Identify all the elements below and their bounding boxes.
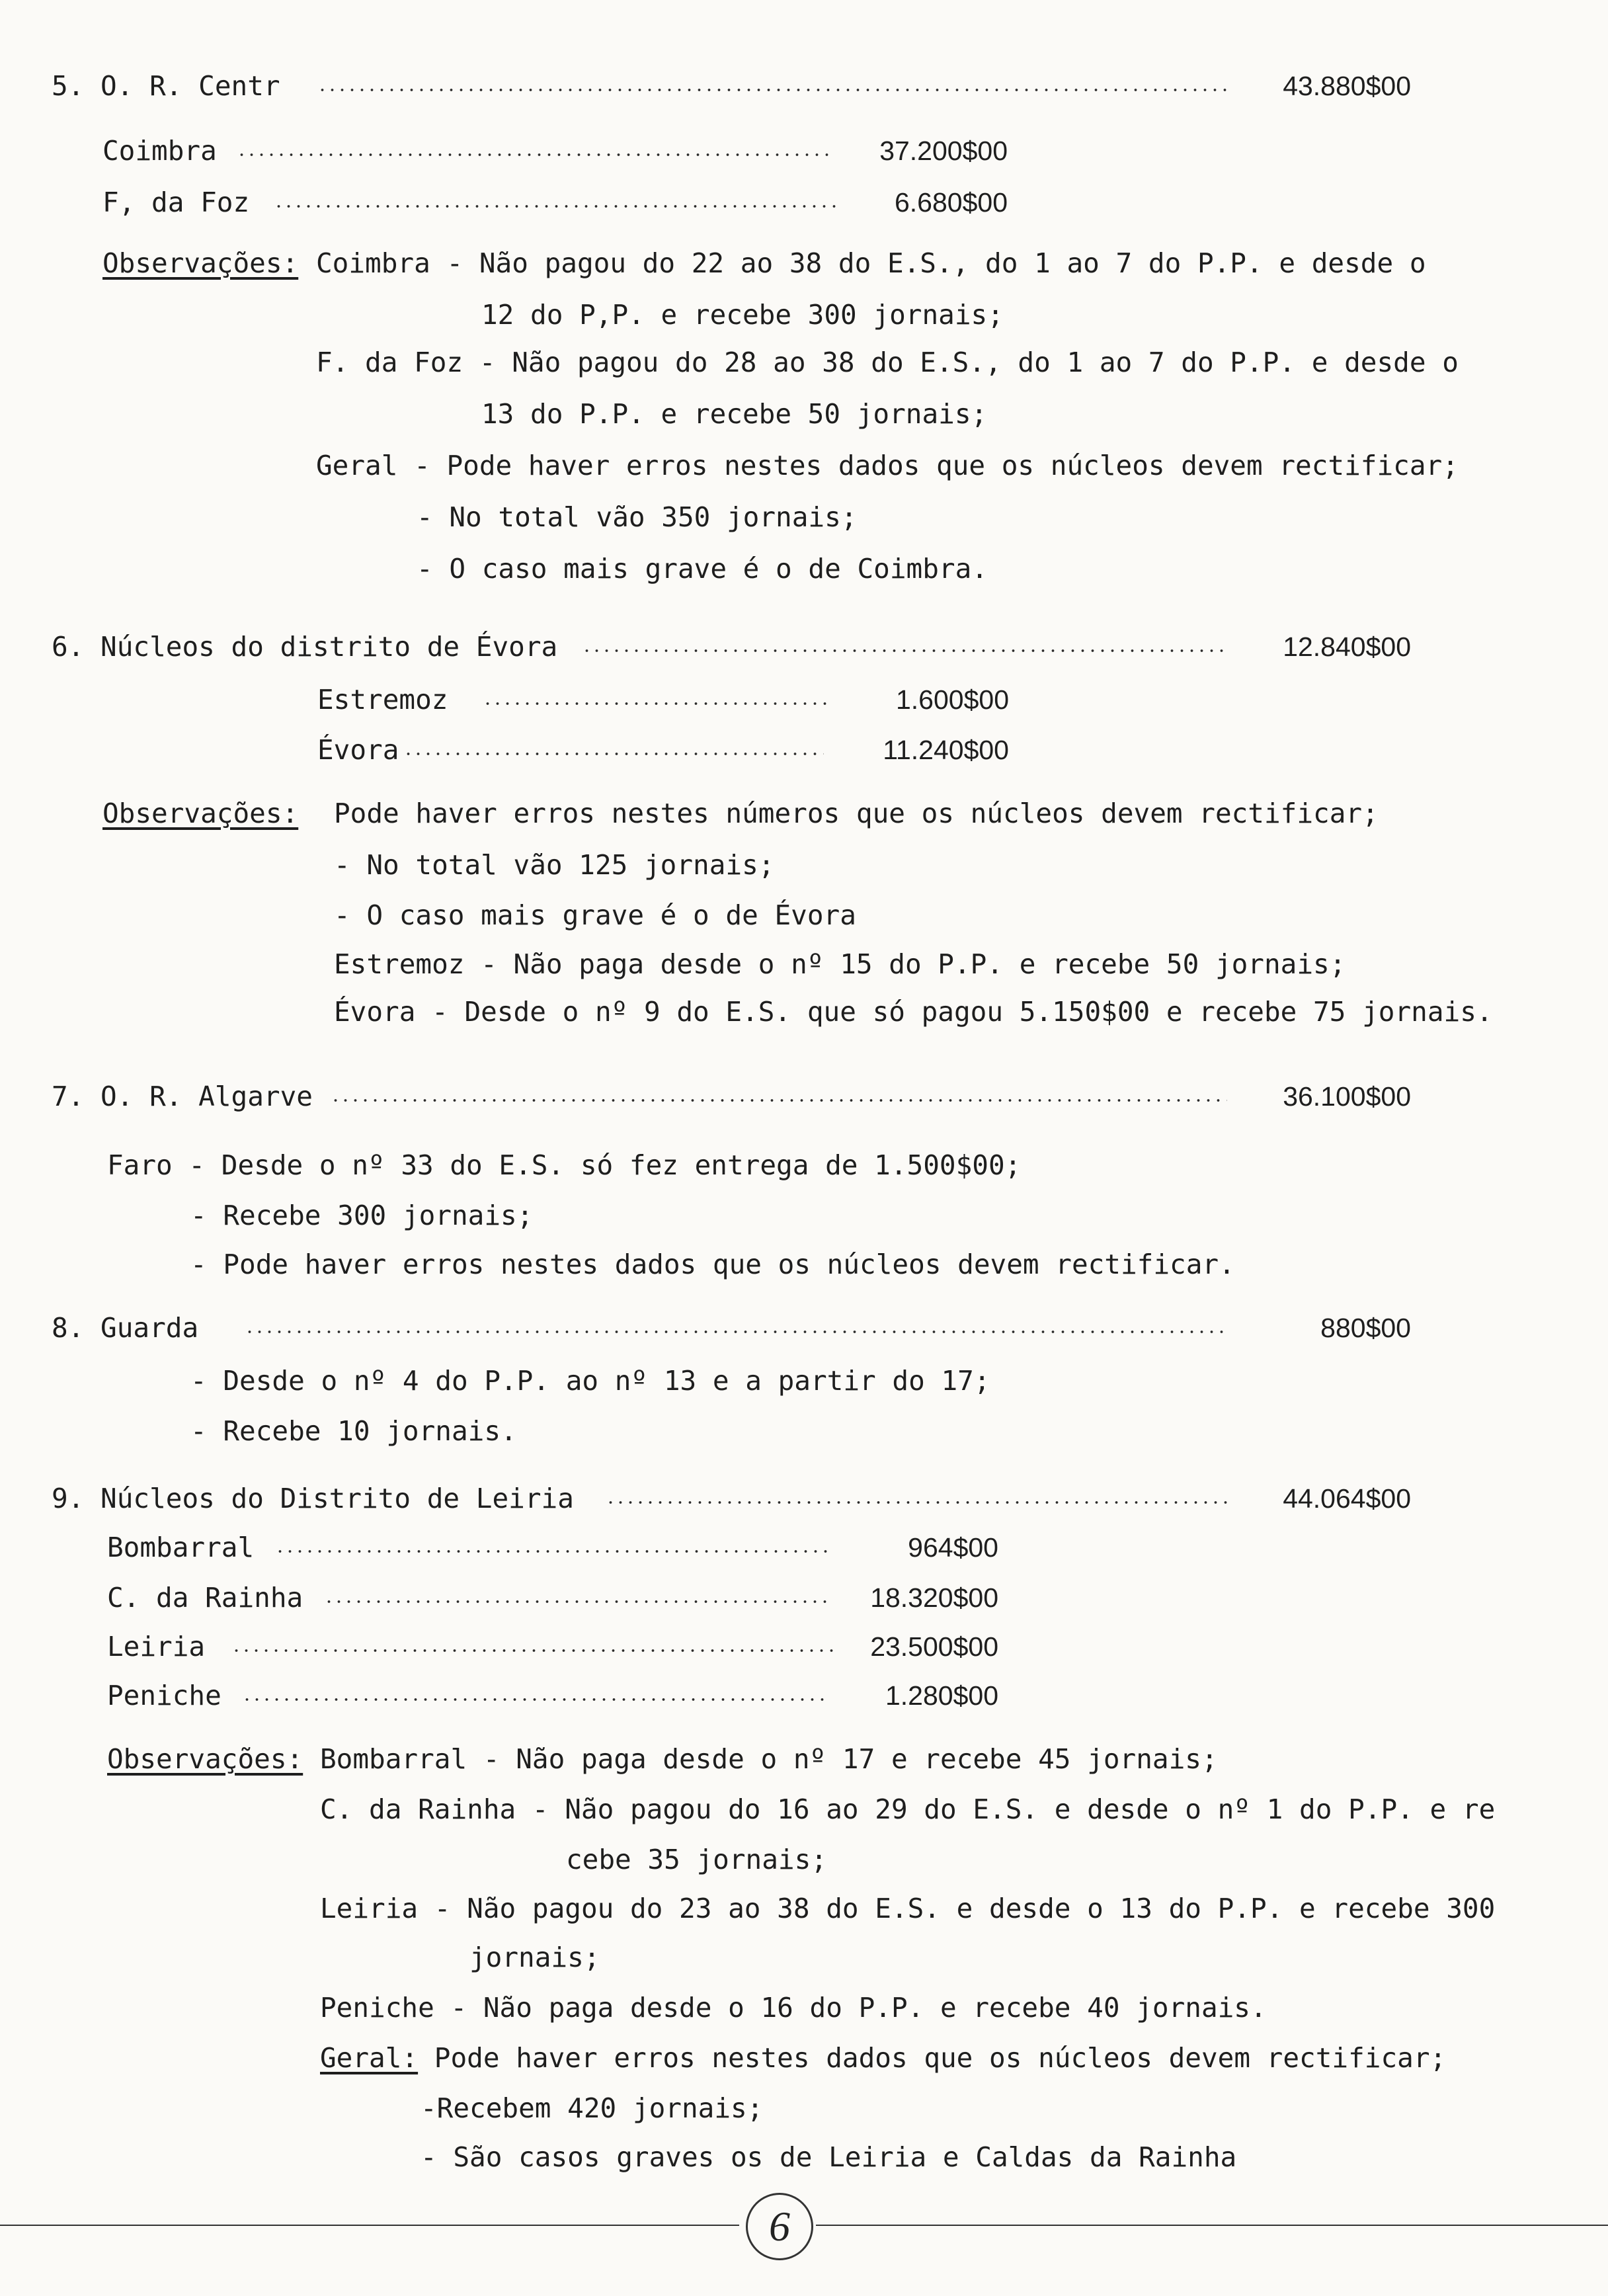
- s9-rainha-leader: [324, 1600, 833, 1603]
- s6-obs-5: Évora - Desde o nº 9 do E.S. que só pagou 5.150$00 e recebe 75 jornais.: [334, 996, 1493, 1028]
- s5-obs-grave: - O caso mais grave é o de Coimbra.: [417, 553, 988, 585]
- s9-obs-leiria: Leiria - Não pagou do 23 ao 38 do E.S. e desde o 13 do P.P. e recebe 300: [320, 1893, 1496, 1924]
- s5-obs-total: - No total vão 350 jornais;: [417, 501, 858, 533]
- s9-observacoes-label: Observações:: [107, 1743, 303, 1775]
- s5-foz-leader: [274, 205, 836, 208]
- s9-leader: [606, 1501, 1227, 1504]
- s5-obs-coimbra: Coimbra - Não pagou do 22 ao 38 do E.S., do 1 ao 7 do P.P. e desde o: [316, 247, 1426, 279]
- s6-estremoz-amount: 1.600$00: [895, 684, 1009, 715]
- s6-obs-4: Estremoz - Não paga desde o nº 15 do P.P. e recebe 50 jornais;: [334, 948, 1346, 980]
- s9-obs-rainha: C. da Rainha - Não pagou do 16 ao 29 do E.S. e desde o nº 1 do P.P. e re: [320, 1793, 1496, 1825]
- s7-line-3: - Pode haver erros nestes dados que os núcleos devem rectificar.: [190, 1249, 1235, 1280]
- s6-leader: [582, 649, 1227, 652]
- s9-obs-leiria-cont: jornais;: [469, 1942, 600, 1973]
- s7-title: 7. O. R. Algarve: [52, 1081, 313, 1112]
- s8-line-2: - Recebe 10 jornais.: [190, 1415, 517, 1447]
- s9-geral-text: Pode haver erros nestes dados que os núcleos devem rectificar;: [418, 2042, 1447, 2074]
- s9-obs-bombarral: Bombarral - Não paga desde o nº 17 e recebe 45 jornais;: [320, 1743, 1218, 1775]
- s7-line-1: Faro - Desde o nº 33 do E.S. só fez entrega de 1.500$00;: [107, 1149, 1022, 1181]
- s9-peniche-amount: 1.280$00: [885, 1680, 998, 1711]
- s9-leiria-amount: 23.500$00: [870, 1631, 998, 1662]
- s9-bombarral-amount: 964$00: [908, 1532, 998, 1563]
- s9-bombarral-label: Bombarral: [107, 1532, 255, 1563]
- s6-title: 6. Núcleos do distrito de Évora: [52, 631, 558, 663]
- s6-obs-3: - O caso mais grave é o de Évora: [334, 899, 856, 931]
- s5-coimbra-amount: 37.200$00: [879, 136, 1008, 166]
- s5-leader: [317, 89, 1227, 91]
- s8-line-1: - Desde o nº 4 do P.P. ao nº 13 e a partir do 17;: [190, 1365, 990, 1397]
- s8-total: 880$00: [1320, 1313, 1411, 1343]
- s9-geral-graves: - São casos graves os de Leiria e Caldas da Rainha: [421, 2141, 1237, 2173]
- s7-leader: [331, 1099, 1227, 1102]
- s9-peniche-label: Peniche: [107, 1680, 221, 1711]
- s9-bombarral-leader: [275, 1550, 830, 1553]
- s5-obs-foz-cont: 13 do P.P. e recebe 50 jornais;: [481, 398, 988, 430]
- s9-total: 44.064$00: [1283, 1483, 1411, 1514]
- s9-leiria-label: Leiria: [107, 1631, 206, 1662]
- s6-evora-leader: [403, 753, 824, 755]
- s9-obs-rainha-cont: cebe 35 jornais;: [566, 1844, 827, 1875]
- s9-peniche-leader: [242, 1698, 826, 1701]
- s9-geral-recebem: -Recebem 420 jornais;: [421, 2092, 764, 2124]
- s6-evora-amount: 11.240$00: [883, 735, 1009, 765]
- s5-obs-geral: Geral - Pode haver erros nestes dados que os núcleos devem rectificar;: [316, 450, 1459, 481]
- s6-observacoes-label: Observações:: [102, 798, 299, 829]
- s5-total: 43.880$00: [1283, 71, 1411, 101]
- s5-coimbra-label: Coimbra: [102, 135, 217, 167]
- s5-title: 5. O. R. Centr: [52, 70, 280, 102]
- s9-geral-label: Geral:: [320, 2042, 419, 2074]
- s5-foz-label: F, da Foz: [102, 186, 250, 218]
- s9-rainha-amount: 18.320$00: [870, 1582, 998, 1613]
- s5-observacoes-label: Observações:: [102, 247, 299, 279]
- s5-foz-amount: 6.680$00: [894, 187, 1008, 218]
- s9-title: 9. Núcleos do Distrito de Leiria: [52, 1483, 574, 1514]
- page-number: 6: [746, 2193, 813, 2260]
- s9-obs-geral: [320, 2041, 1446, 2075]
- s8-leader: [245, 1331, 1226, 1333]
- s5-obs-coimbra-cont: 12 do P,P. e recebe 300 jornais;: [481, 299, 1004, 331]
- s6-total: 12.840$00: [1283, 632, 1411, 662]
- s5-coimbra-leader: [237, 153, 832, 156]
- s7-total: 36.100$00: [1283, 1081, 1411, 1112]
- s9-obs-peniche: Peniche - Não paga desde o 16 do P.P. e recebe 40 jornais.: [320, 1992, 1267, 2024]
- s5-obs-foz: F. da Foz - Não pagou do 28 ao 38 do E.S., do 1 ao 7 do P.P. e desde o: [316, 347, 1459, 378]
- s6-estremoz-leader: [483, 702, 826, 705]
- s7-line-2: - Recebe 300 jornais;: [190, 1200, 534, 1231]
- s8-title: 8. Guarda: [52, 1312, 199, 1344]
- footer-rule-left: [0, 2225, 739, 2226]
- s6-evora-label: Évora: [317, 734, 399, 766]
- s6-estremoz-label: Estremoz: [317, 684, 448, 716]
- s9-rainha-label: C. da Rainha: [107, 1582, 303, 1614]
- s9-leiria-leader: [231, 1649, 833, 1652]
- s6-obs-2: - No total vão 125 jornais;: [334, 849, 775, 881]
- s6-obs-1: Pode haver erros nestes números que os núcleos devem rectificar;: [334, 798, 1379, 829]
- footer-rule-right: [816, 2225, 1608, 2226]
